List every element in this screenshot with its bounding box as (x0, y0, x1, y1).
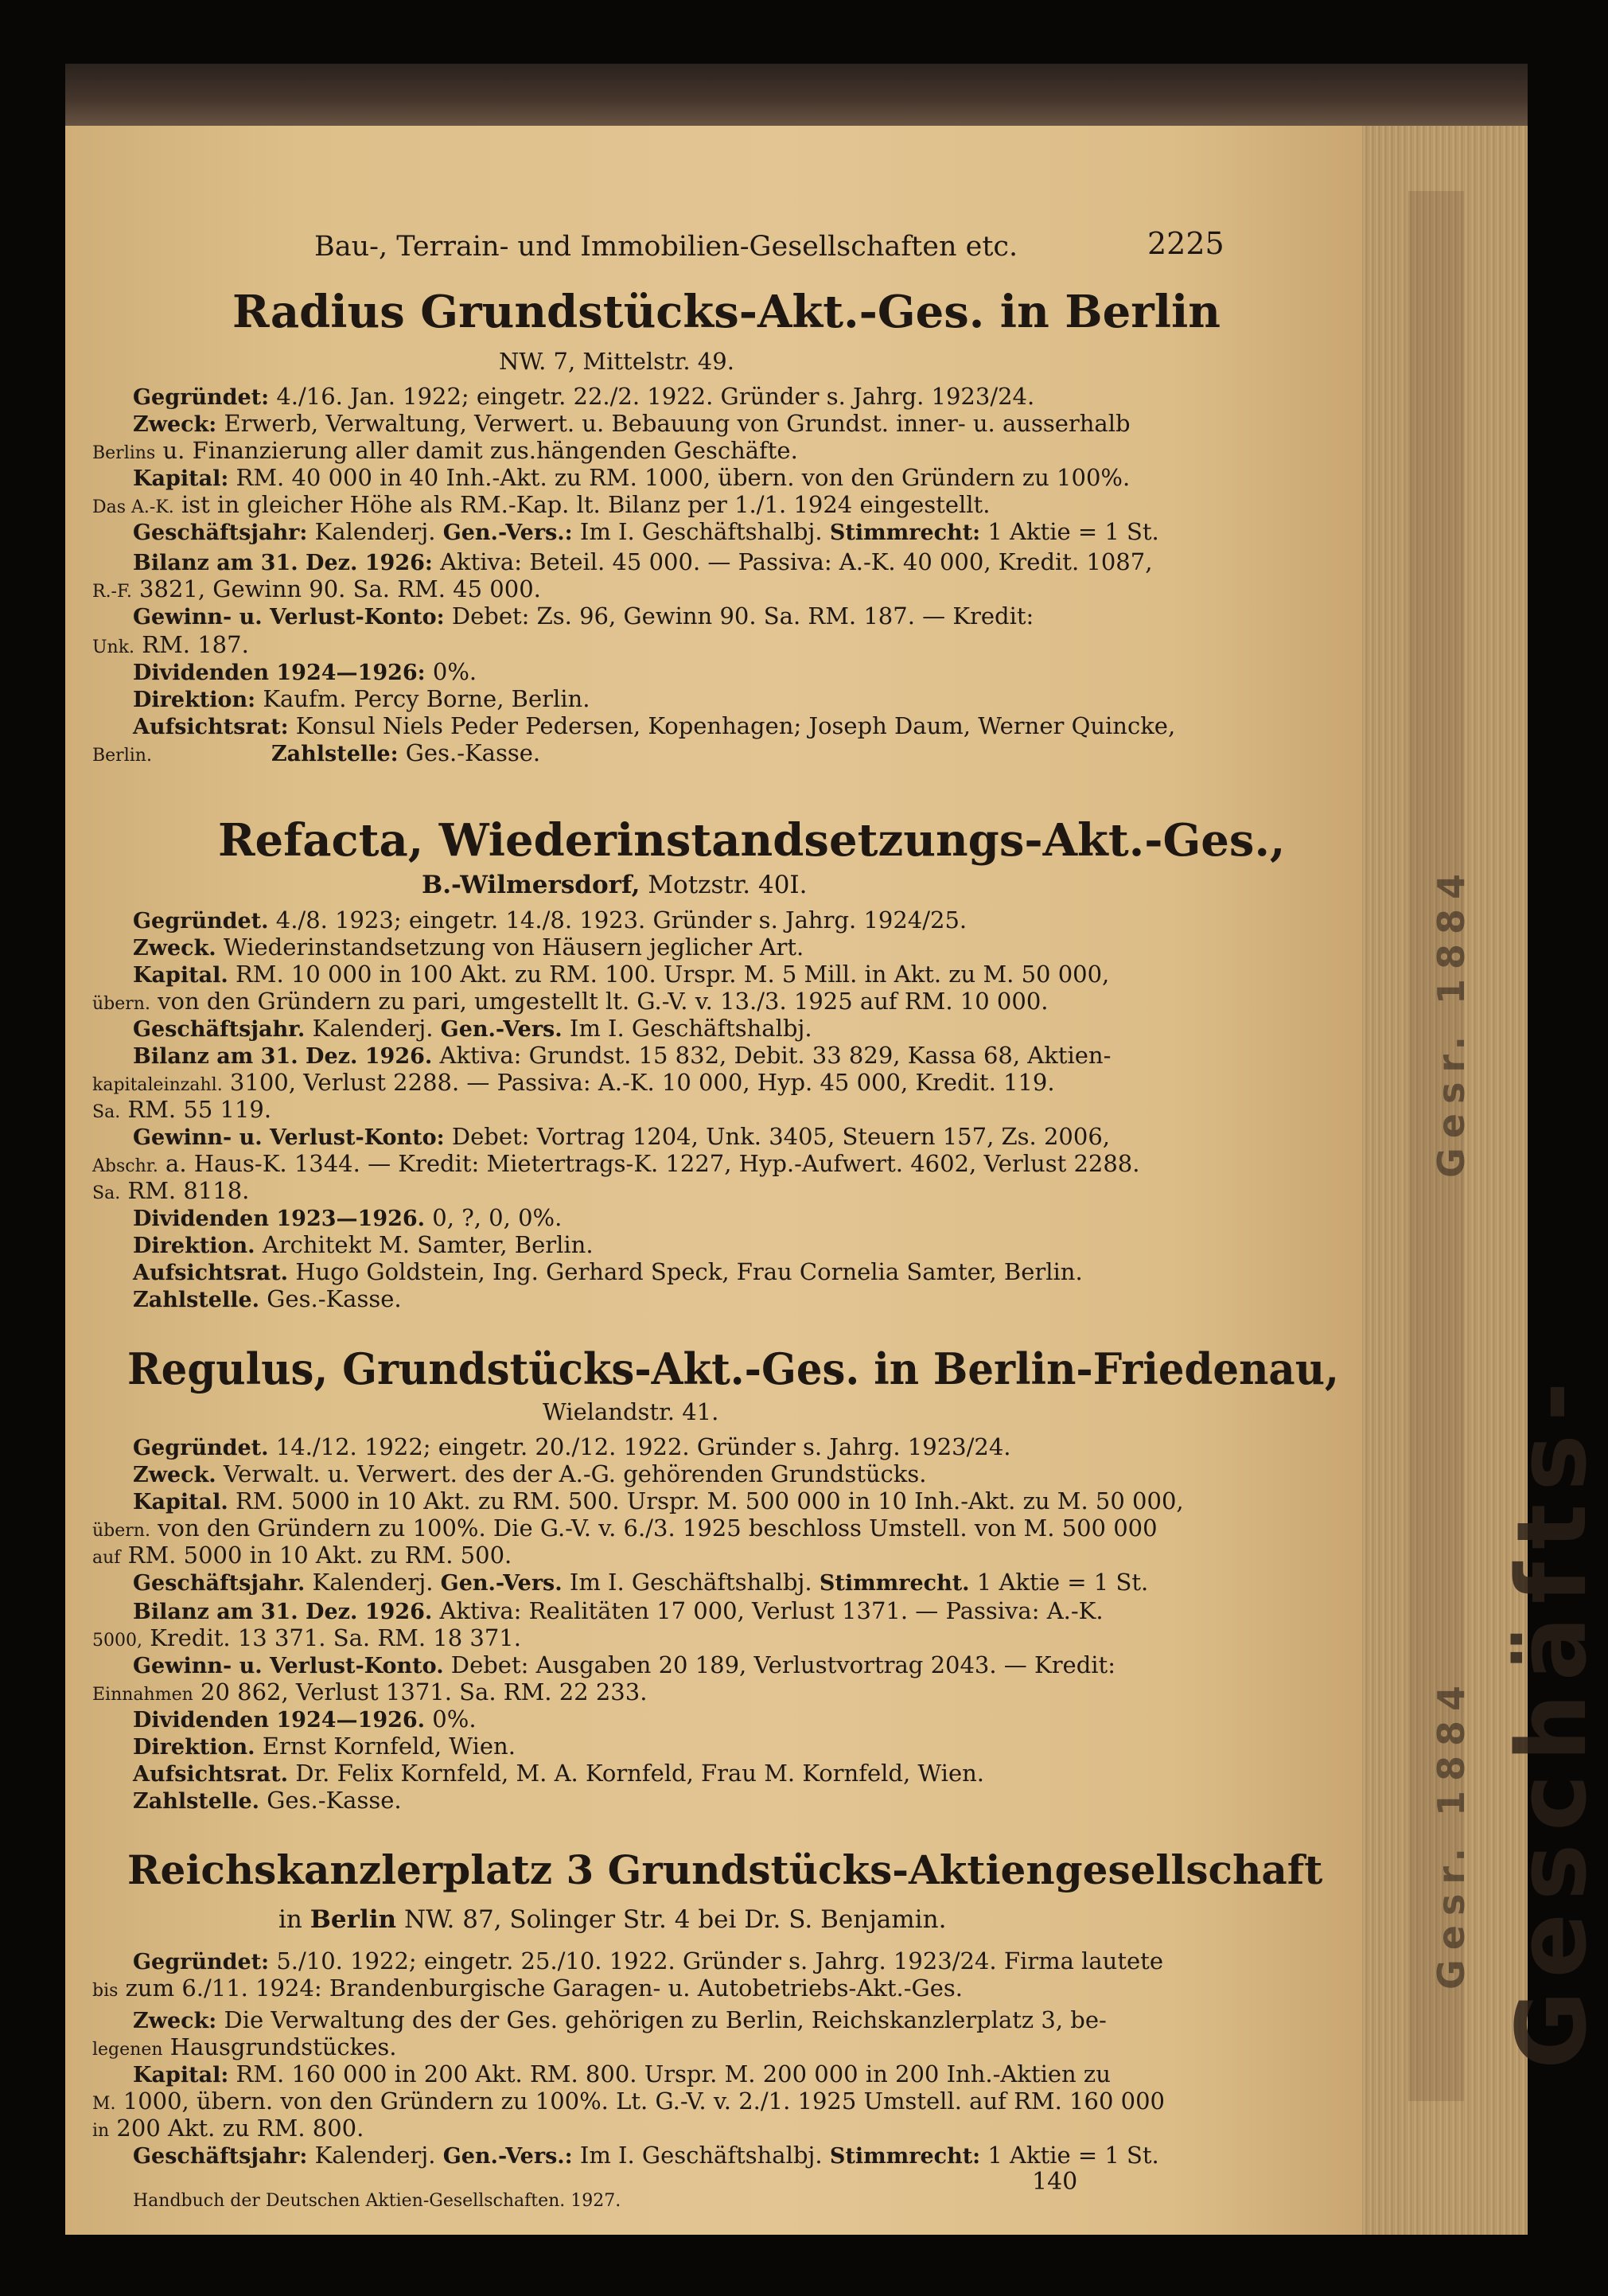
entry-line: M. 1000, übern. von den Gründern zu 100%. Lt. G.-V. v. 2./1. 1925 Umstell. auf RM. 160 000 (92, 2087, 1165, 2115)
entry-line: Dividenden 1924—1926: 0%. (133, 658, 477, 685)
entry-line: Gegründet. 14./12. 1922; eingetr. 20./12. 1922. Gründer s. Jahrg. 1923/24. (133, 1433, 1011, 1460)
entry-line: Gegründet: 5./10. 1922; eingetr. 25./10. 1922. Gründer s. Jahrg. 1923/24. Firma lautete (133, 1947, 1163, 1974)
fore-edge-print: Geschäfts- (1497, 1369, 1608, 2069)
entry-line: Einnahmen 20 862, Verlust 1371. Sa. RM. 22 233. (92, 1678, 648, 1705)
entry-line: R.-F. 3821, Gewinn 90. Sa. RM. 45 000. (92, 575, 541, 602)
entry-line: Gegründet. 4./8. 1923; eingetr. 14./8. 1923. Gründer s. Jahrg. 1924/25. (133, 906, 968, 934)
entry-line: Bilanz am 31. Dez. 1926: Aktiva: Beteil. 45 000. — Passiva: A.-K. 40 000, Kredit. 1087, (133, 548, 1153, 575)
entry-line: Zweck. Wiederinstandsetzung von Häusern jeglicher Art. (133, 934, 804, 961)
entry-line: Kapital: RM. 160 000 in 200 Akt. RM. 800. Urspr. M. 200 000 in 200 Inh.-Aktien zu (133, 2060, 1111, 2087)
entry-line: Gewinn- u. Verlust-Konto. Debet: Ausgaben 20 189, Verlustvortrag 2043. — Kredit: (133, 1651, 1115, 1678)
entry-line: in 200 Akt. zu RM. 800. (92, 2115, 364, 2142)
entry-line: Gewinn- u. Verlust-Konto: Debet: Vortrag 1204, Unk. 3405, Steuern 157, Zs. 2006, (133, 1123, 1110, 1150)
entry-line: Kapital. RM. 5000 in 10 Akt. zu RM. 500. Urspr. M. 500 000 in 10 Inh.-Akt. zu M. 50 000, (133, 1487, 1184, 1514)
entry-line: übern. von den Gründern zu pari, umgestellt lt. G.-V. v. 13./3. 1925 auf RM. 10 000. (92, 988, 1049, 1015)
entry-line: Zweck: Die Verwaltung des der Ges. gehörigen zu Berlin, Reichskanzlerplatz 3, be- (133, 2006, 1107, 2033)
entry-line: Zweck: Erwerb, Verwaltung, Verwert. u. Bebauung von Grundst. inner- u. ausserhalb (133, 410, 1131, 437)
entry-line: Gegründet: 4./16. Jan. 1922; eingetr. 22./2. 1922. Gründer s. Jahrg. 1923/24. (133, 383, 1035, 410)
book-top-edge (65, 64, 1528, 129)
entry-line: Das A.-K. ist in gleicher Höhe als RM.-Kap. lt. Bilanz per 1./1. 1924 eingestellt. (92, 491, 991, 518)
entry-line: Abschr. a. Haus-K. 1344. — Kredit: Mietertrags-K. 1227, Hyp.-Aufwert. 4602, Verlust 2288. (92, 1150, 1140, 1177)
entry-line: Kapital. RM. 10 000 in 100 Akt. zu RM. 100. Urspr. M. 5 Mill. in Akt. zu M. 50 000, (133, 961, 1110, 988)
signature-mark: 140 (1032, 2168, 1078, 2196)
fore-edge-print: Gesr. 1884 (1430, 1676, 1473, 1990)
entry-line: Direktion. Ernst Kornfeld, Wien. (133, 1733, 516, 1760)
entry-line: kapitaleinzahl. 3100, Verlust 2288. — Passiva: A.-K. 10 000, Hyp. 45 000, Kredit. 119. (92, 1069, 1055, 1096)
entry-line: Geschäftsjahr: Kalenderj. Gen.-Vers.: Im I. Geschäftshalbj. Stimmrecht: 1 Aktie = 1 St. (133, 518, 1159, 545)
fore-edge-print: Gesr. 1884 (1430, 864, 1473, 1178)
entry-line: Aufsichtsrat. Hugo Goldstein, Ing. Gerhard Speck, Frau Cornelia Samter, Berlin. (133, 1258, 1083, 1285)
entry-address: in Berlin NW. 87, Solinger Str. 4 bei Dr. S. Benjamin. (278, 1905, 947, 1934)
entry-title: Regulus, Grundstücks-Akt.-Ges. in Berlin-Friedenau, (127, 1343, 1339, 1394)
entry-line: Kapital: RM. 40 000 in 40 Inh.-Akt. zu RM. 1000, übern. von den Gründern zu 100%. (133, 464, 1131, 491)
book-page (65, 126, 1362, 2235)
entry-line: Unk. RM. 187. (92, 631, 249, 658)
entry-line: Geschäftsjahr: Kalenderj. Gen.-Vers.: Im I. Geschäftshalbj. Stimmrecht: 1 Aktie = 1 St. (133, 2142, 1159, 2169)
entry-line: Aufsichtsrat: Konsul Niels Peder Pedersen, Kopenhagen; Joseph Daum, Werner Quincke, (133, 712, 1176, 739)
entry-line: bis zum 6./11. 1924: Brandenburgische Garagen- u. Autobetriebs-Akt.-Ges. (92, 1974, 963, 2002)
entry-line: Dividenden 1923—1926. 0, ?, 0, 0%. (133, 1204, 563, 1231)
entry-line: Sa. RM. 8118. (92, 1177, 250, 1204)
entry-title: Refacta, Wiederinstandsetzungs-Akt.-Ges., (218, 814, 1286, 867)
entry-line: Direktion. Architekt M. Samter, Berlin. (133, 1231, 594, 1258)
entry-line: Berlins u. Finanzierung aller damit zus.hängenden Geschäfte. (92, 437, 798, 464)
page-number: 2225 (1147, 226, 1224, 261)
running-title: Bau-, Terrain- und Immobilien-Gesellschaften etc. (314, 231, 1018, 263)
entry-line: Zahlstelle. Ges.-Kasse. (133, 1787, 402, 1814)
entry-line: Sa. RM. 55 119. (92, 1096, 272, 1123)
entry-address: B.-Wilmersdorf, Motzstr. 40I. (422, 871, 808, 899)
entry-line: 5000, Kredit. 13 371. Sa. RM. 18 371. (92, 1624, 521, 1651)
entry-line: Geschäftsjahr. Kalenderj. Gen.-Vers. Im I. Geschäftshalbj. Stimmrecht. 1 Aktie = 1 St. (133, 1569, 1149, 1596)
entry-line: übern. von den Gründern zu 100%. Die G.-V. v. 6./3. 1925 beschloss Umstell. von M. 500 000 (92, 1514, 1158, 1542)
entry-line: Bilanz am 31. Dez. 1926. Aktiva: Realitäten 17 000, Verlust 1371. — Passiva: A.-K. (133, 1597, 1104, 1624)
entry-line: Geschäftsjahr. Kalenderj. Gen.-Vers. Im I. Geschäftshalbj. (133, 1015, 812, 1042)
publication-footer: Handbuch der Deutschen Aktien-Gesellschaften. 1927. (133, 2191, 621, 2211)
entry-line: Gewinn- u. Verlust-Konto: Debet: Zs. 96, Gewinn 90. Sa. RM. 187. — Kredit: (133, 602, 1034, 630)
entry-line: Zahlstelle. Ges.-Kasse. (133, 1285, 402, 1312)
entry-line: Bilanz am 31. Dez. 1926. Aktiva: Grundst. 15 832, Debit. 33 829, Kassa 68, Aktien- (133, 1042, 1112, 1069)
entry-line: auf RM. 5000 in 10 Akt. zu RM. 500. (92, 1542, 512, 1569)
entry-title: Reichskanzlerplatz 3 Grundstücks-Aktiengesellschaft (127, 1846, 1323, 1893)
entry-line: Aufsichtsrat. Dr. Felix Kornfeld, M. A. Kornfeld, Frau M. Kornfeld, Wien. (133, 1760, 985, 1787)
entry-address: Wielandstr. 41. (543, 1398, 719, 1425)
entry-line: Berlin. Zahlstelle: Ges.-Kasse. (92, 739, 541, 766)
entry-line: legenen Hausgrundstückes. (92, 2033, 397, 2060)
entry-line: Direktion: Kaufm. Percy Borne, Berlin. (133, 685, 590, 712)
book-scan (65, 64, 1608, 2235)
entry-title: Radius Grundstücks-Akt.-Ges. in Berlin (232, 286, 1221, 338)
entry-address: NW. 7, Mittelstr. 49. (499, 348, 734, 375)
entry-line: Dividenden 1924—1926. 0%. (133, 1705, 477, 1733)
entry-line: Zweck. Verwalt. u. Verwert. des der A.-G. gehörenden Grundstücks. (133, 1460, 927, 1487)
